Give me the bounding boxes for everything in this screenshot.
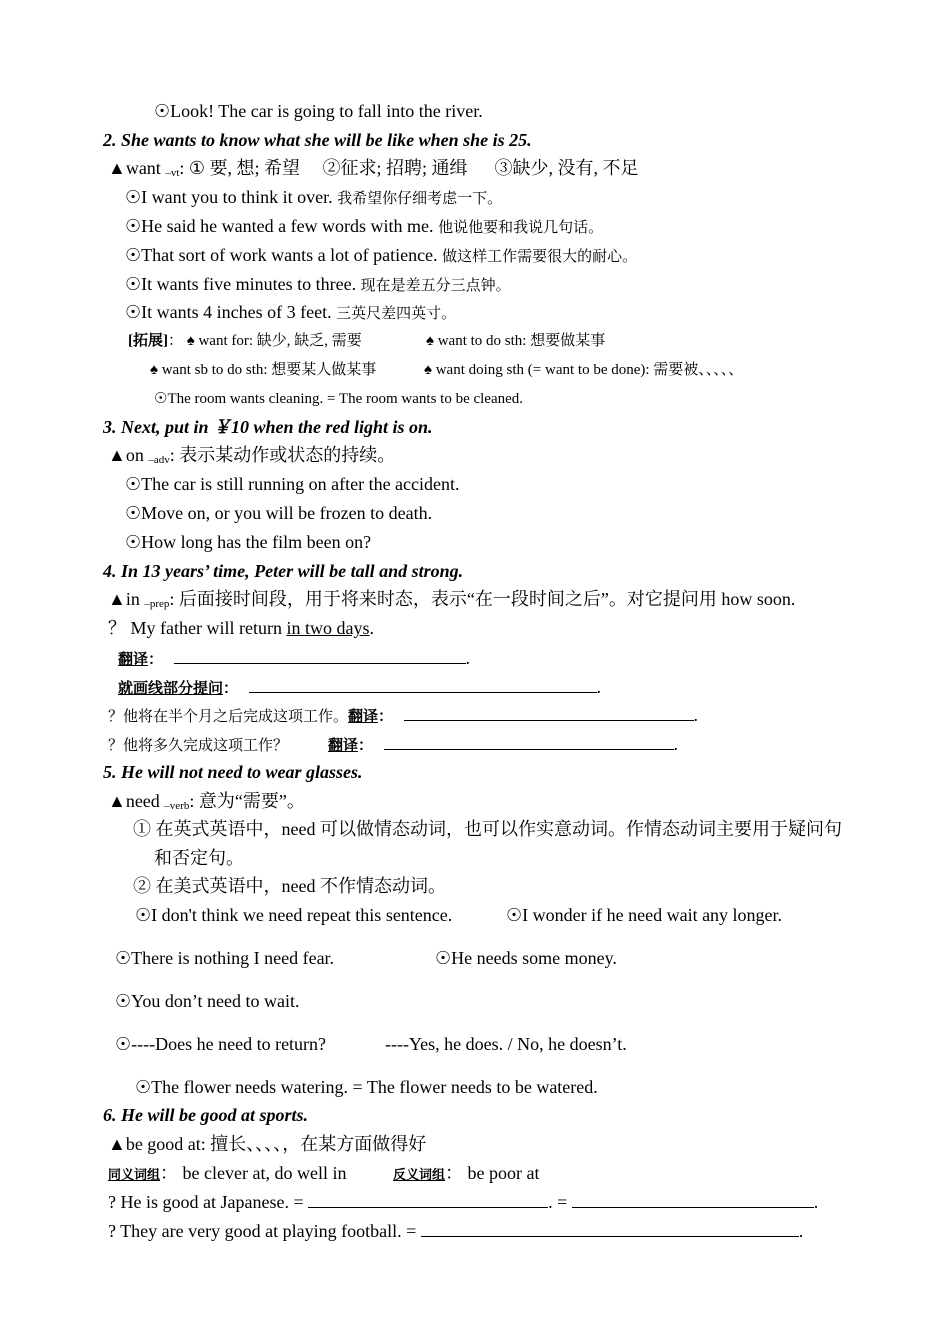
blank-end: . <box>798 1221 804 1241</box>
antonym-label: 反义词组 <box>393 1167 446 1182</box>
usage-note: ② 在美式英语中，need 不作情态动词。 <box>133 876 446 896</box>
section-heading-6: 6. He will be good at sports. <box>103 1105 309 1125</box>
definition-in <box>108 588 795 613</box>
example-sentence <box>125 301 456 325</box>
definition-head: ▲in <box>108 589 145 609</box>
chinese-prompt: ？他将在半个月之后完成这项工作。 <box>108 709 349 725</box>
exercise-text: ？ My father will return <box>108 618 287 638</box>
blank-end: . <box>693 705 699 725</box>
translate-exercise <box>108 733 678 757</box>
example-cn: 做这样工作需要很大的耐心。 <box>442 249 638 265</box>
answer-blank[interactable] <box>572 1191 814 1208</box>
example-en: ☉It wants 4 inches of 3 feet. <box>125 302 337 322</box>
synonym-phrases: ： be clever at, do well in <box>160 1163 347 1183</box>
example-sentence <box>125 273 511 297</box>
example-sentence <box>125 244 637 268</box>
label-colon: ： <box>358 738 374 754</box>
label-colon: ： <box>378 709 394 725</box>
definition-need <box>108 790 305 815</box>
rewrite-exercise <box>108 1220 803 1242</box>
example-cn: 三英尺差四英寸。 <box>336 306 457 322</box>
extension-item: ♠ want doing sth (= want to be done): 需要被、、、、、 <box>424 362 744 378</box>
example-sentence: ☉You don’t need to wait. <box>115 991 300 1011</box>
example-sentence <box>125 215 603 239</box>
definition-text: : 表示某动作或状态的持续。 <box>169 445 396 465</box>
example-sentence: ☉The flower needs watering. = The flower needs to be watered. <box>135 1077 598 1097</box>
answer-blank[interactable] <box>249 676 597 693</box>
pos-label: –vt <box>165 167 180 179</box>
example-sentence: ☉Move on, or you will be frozen to death. <box>125 503 433 523</box>
usage-note: ① 在英式英语中，need 可以做情态动词，也可以作实意动词。作情态动词主要用于疑问句 <box>133 819 842 839</box>
example-sentence: ☉There is nothing I need fear. <box>115 948 335 968</box>
example-cn: 我希望你仔细考虑一下。 <box>337 191 503 207</box>
example-en: ☉He said he wanted a few words with me. <box>125 216 439 236</box>
definition-be-good-at: ▲be good at: 擅长、、、、，在某方面做得好 <box>108 1134 427 1154</box>
exercise-sentence <box>108 617 374 639</box>
blank-end: . <box>465 648 471 668</box>
underlined-phrase: in two days <box>286 618 370 638</box>
section-heading-3: 3. Next, put in ￥10 when the red light is on. <box>103 417 433 437</box>
translate-label: 翻译 <box>328 738 359 754</box>
translate-exercise <box>108 704 698 728</box>
blank-end: . <box>673 734 679 754</box>
example-cn: 现在是差五分三点钟。 <box>360 278 511 294</box>
example-en: ☉It wants five minutes to three. <box>125 274 361 294</box>
question-exercise <box>118 676 601 700</box>
example-sentence: ☉I wonder if he need wait any longer. <box>506 905 783 925</box>
rewrite-exercise <box>108 1191 818 1213</box>
phrase-group-line <box>108 1162 346 1186</box>
question-label: 就画线部分提问 <box>118 681 224 697</box>
extension-line <box>128 330 362 352</box>
translate-label: 翻译 <box>118 652 149 668</box>
example-en: ☉That sort of work wants a lot of patience. <box>125 245 443 265</box>
synonym-label: 同义词组 <box>108 1167 161 1182</box>
example-cn: 他说他要和我说几句话。 <box>438 220 604 236</box>
example-en: ☉I want you to think it over. <box>125 187 338 207</box>
exercise-end: . <box>369 618 374 638</box>
example-sentence: ----Yes, he does. / No, he doesn’t. <box>385 1034 627 1054</box>
example-sentence: ☉The room wants cleaning. = The room wants to be cleaned. <box>154 391 524 407</box>
answer-blank[interactable] <box>384 733 674 750</box>
example-sentence: ☉How long has the film been on? <box>125 532 372 552</box>
translate-label: 翻译 <box>348 709 379 725</box>
definition-text: : 后面接时间段，用于将来时态，表示“在一段时间之后”。对它提问用 how soon. <box>169 589 796 609</box>
section-heading-2: 2. She wants to know what she will be like when she is 25. <box>103 130 532 150</box>
usage-note: 和否定句。 <box>154 848 244 868</box>
exercise-separator: . = <box>548 1192 572 1212</box>
pos-label: –verb <box>164 800 190 812</box>
label-colon: ： <box>223 681 239 697</box>
chinese-prompt: ？他将多久完成这项工作？ <box>108 738 289 754</box>
answer-blank[interactable] <box>308 1191 548 1208</box>
definition-head: ▲want <box>108 158 166 178</box>
extension-item: ♠ want sb to do sth: 想要某人做某事 <box>150 362 377 378</box>
pos-label: –adv <box>148 454 170 466</box>
answer-blank[interactable] <box>404 704 694 721</box>
section-heading-4: 4. In 13 years’ time, Peter will be tall and strong. <box>103 561 464 581</box>
exercise-text: ? They are very good at playing football. = <box>108 1221 421 1241</box>
antonym-phrases: ： be poor at <box>445 1163 540 1183</box>
example-sentence: ☉I don't think we need repeat this sentence. <box>135 905 453 925</box>
phrase-group-line <box>393 1162 540 1186</box>
example-sentence: ☉The car is still running on after the accident. <box>125 474 460 494</box>
blank-end: . <box>813 1192 819 1212</box>
extension-item: ♠ want to do sth: 想要做某事 <box>426 333 606 349</box>
example-sentence: ☉He needs some money. <box>435 948 617 968</box>
pos-label: –prep <box>144 598 170 610</box>
label-colon: ： <box>148 652 164 668</box>
example-sentence: ☉----Does he need to return? <box>115 1034 327 1054</box>
translate-exercise <box>118 647 470 671</box>
definition-head: ▲need <box>108 791 165 811</box>
extension-item: ： ♠ want for: 缺少, 缺乏, 需要 <box>168 333 362 349</box>
answer-blank[interactable] <box>174 647 466 664</box>
extension-tag: [拓展] <box>128 333 168 349</box>
definition-head: ▲on <box>108 445 149 465</box>
example-sentence <box>125 186 502 210</box>
definition-on <box>108 444 395 469</box>
answer-blank[interactable] <box>421 1220 799 1237</box>
definition-text: : 意为“需要”。 <box>189 791 305 811</box>
definition-want <box>108 157 639 182</box>
exercise-text: ? He is good at Japanese. = <box>108 1192 309 1212</box>
blank-end: . <box>596 677 602 697</box>
section-heading-5: 5. He will not need to wear glasses. <box>103 762 363 782</box>
definition-text: : ① 要, 想; 希望 ②征求; 招聘; 通缉 ③缺少, 没有, 不足 <box>179 158 639 178</box>
example-sentence: ☉Look! The car is going to fall into the river. <box>154 101 483 121</box>
